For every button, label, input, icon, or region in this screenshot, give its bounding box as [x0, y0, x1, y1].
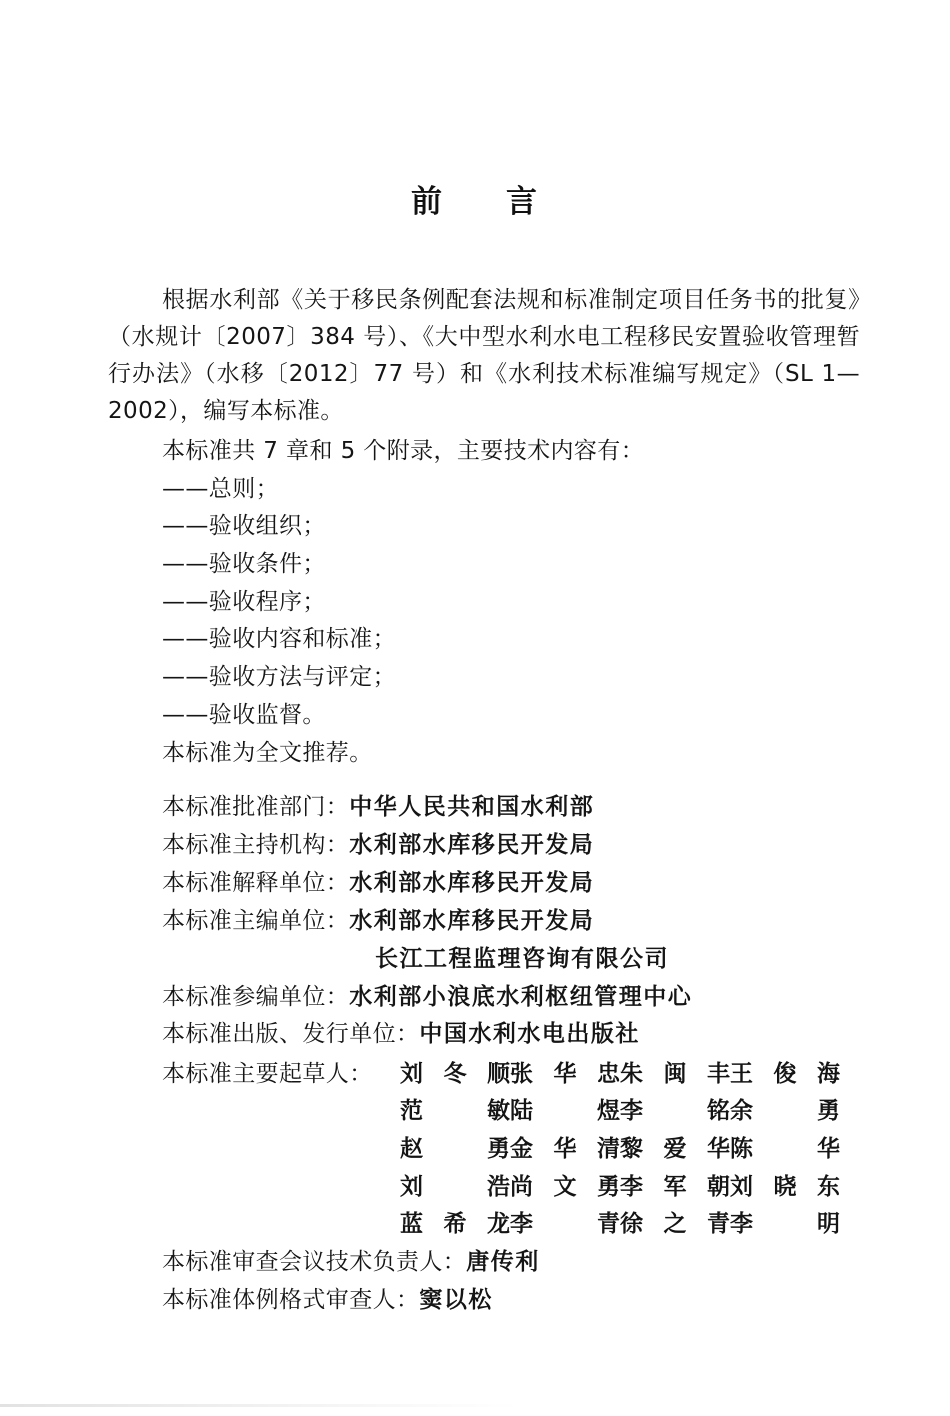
drafter-name: 金华清 [510, 1136, 620, 1162]
content-item-conditions: ——验收条件； [162, 551, 326, 577]
credit-publisher [162, 1019, 640, 1049]
drafter-name: 朱闽丰 [620, 1061, 730, 1087]
credit-host-label: 本标准主持机构： [162, 832, 350, 858]
content-item-general: ——总则； [162, 476, 279, 502]
drafters-row-1 [400, 1059, 840, 1089]
credit-review-tech-value: 唐传利 [466, 1249, 540, 1275]
page-title [0, 176, 950, 221]
drafter-name: 徐之青 [620, 1211, 730, 1237]
credit-chief-editor [162, 906, 594, 936]
title-char-2: 言 [506, 184, 539, 220]
content-item-procedure: ——验收程序； [162, 589, 326, 615]
content-item-criteria: ——验收内容和标准； [162, 626, 396, 652]
drafter-name: 范 敏 [400, 1098, 510, 1124]
drafter-name: 尚文勇 [510, 1174, 620, 1200]
drafter-name: 陆 煜 [510, 1098, 620, 1124]
drafter-name: 刘 浩 [400, 1174, 510, 1200]
recommend-note: 本标准为全文推荐。 [162, 740, 373, 766]
credit-drafters-label: 本标准主要起草人： [162, 1061, 373, 1087]
title-char-1: 前 [411, 184, 444, 220]
credit-format-review-value: 窦以松 [419, 1287, 493, 1313]
credit-host [162, 830, 594, 860]
drafter-name: 王俊海 [730, 1061, 840, 1087]
credit-interpret-value: 水利部水库移民开发局 [349, 870, 595, 896]
credit-participating [162, 982, 692, 1012]
content-intro: 本标准共 7 章和 5 个附录，主要技术内容有： [162, 438, 645, 464]
content-item-organization: ——验收组织； [162, 513, 326, 539]
drafter-name: 刘晓东 [730, 1174, 840, 1200]
credit-interpret [162, 868, 594, 898]
credit-approval [162, 792, 594, 822]
credit-chief-editor-2 [375, 944, 669, 974]
drafter-name: 李军朝 [620, 1174, 730, 1200]
drafter-name: 余 勇 [730, 1098, 840, 1124]
credit-publisher-value: 中国水利水电出版社 [419, 1021, 640, 1047]
drafters-row-4 [400, 1172, 840, 1202]
credit-chief-value-2: 长江工程监理咨询有限公司 [375, 946, 669, 972]
drafter-name: 张华忠 [510, 1061, 620, 1087]
credit-participating-value: 水利部小浪底水利枢纽管理中心 [349, 984, 693, 1010]
drafter-name: 蓝希龙 [400, 1211, 510, 1237]
credit-publisher-label: 本标准出版、发行单位： [162, 1021, 420, 1047]
scan-edge-artifact [0, 1404, 520, 1407]
content-item-supervision: ——验收监督。 [162, 702, 326, 728]
credit-chief-value-1: 水利部水库移民开发局 [349, 908, 595, 934]
credit-format-review [162, 1285, 493, 1315]
credit-review-tech-label: 本标准审查会议技术负责人： [162, 1249, 467, 1275]
drafter-name: 李 明 [730, 1211, 840, 1237]
content-item-methods: ——验收方法与评定； [162, 664, 396, 690]
intro-paragraph: 根据水利部《关于移民条例配套法规和标准制定项目任务书的批复》（水规计〔2007〕384 号）、《大中型水利水电工程移民安置验收管理暂行办法》（水移〔2012〕77 号）和《水利技术标准编写规定》（SL 1—2002），编写本标准。 [108, 287, 860, 424]
credit-chief-label: 本标准主编单位： [162, 908, 350, 934]
drafter-name: 李 青 [510, 1211, 620, 1237]
drafter-name: 刘冬顺 [400, 1061, 510, 1087]
credit-drafters [162, 1059, 373, 1089]
credit-format-review-label: 本标准体例格式审查人： [162, 1287, 420, 1313]
drafters-row-5 [400, 1209, 840, 1239]
drafter-name: 陈 华 [730, 1136, 840, 1162]
drafters-row-2 [400, 1096, 840, 1126]
credit-interpret-label: 本标准解释单位： [162, 870, 350, 896]
drafters-row-3 [400, 1134, 840, 1164]
drafter-name: 黎爱华 [620, 1136, 730, 1162]
credit-approval-label: 本标准批准部门： [162, 794, 350, 820]
drafter-name: 李 铭 [620, 1098, 730, 1124]
credit-participating-label: 本标准参编单位： [162, 984, 350, 1010]
drafter-name: 赵 勇 [400, 1136, 510, 1162]
credit-host-value: 水利部水库移民开发局 [349, 832, 595, 858]
credit-review-tech [162, 1247, 540, 1277]
credit-approval-value: 中华人民共和国水利部 [349, 794, 595, 820]
